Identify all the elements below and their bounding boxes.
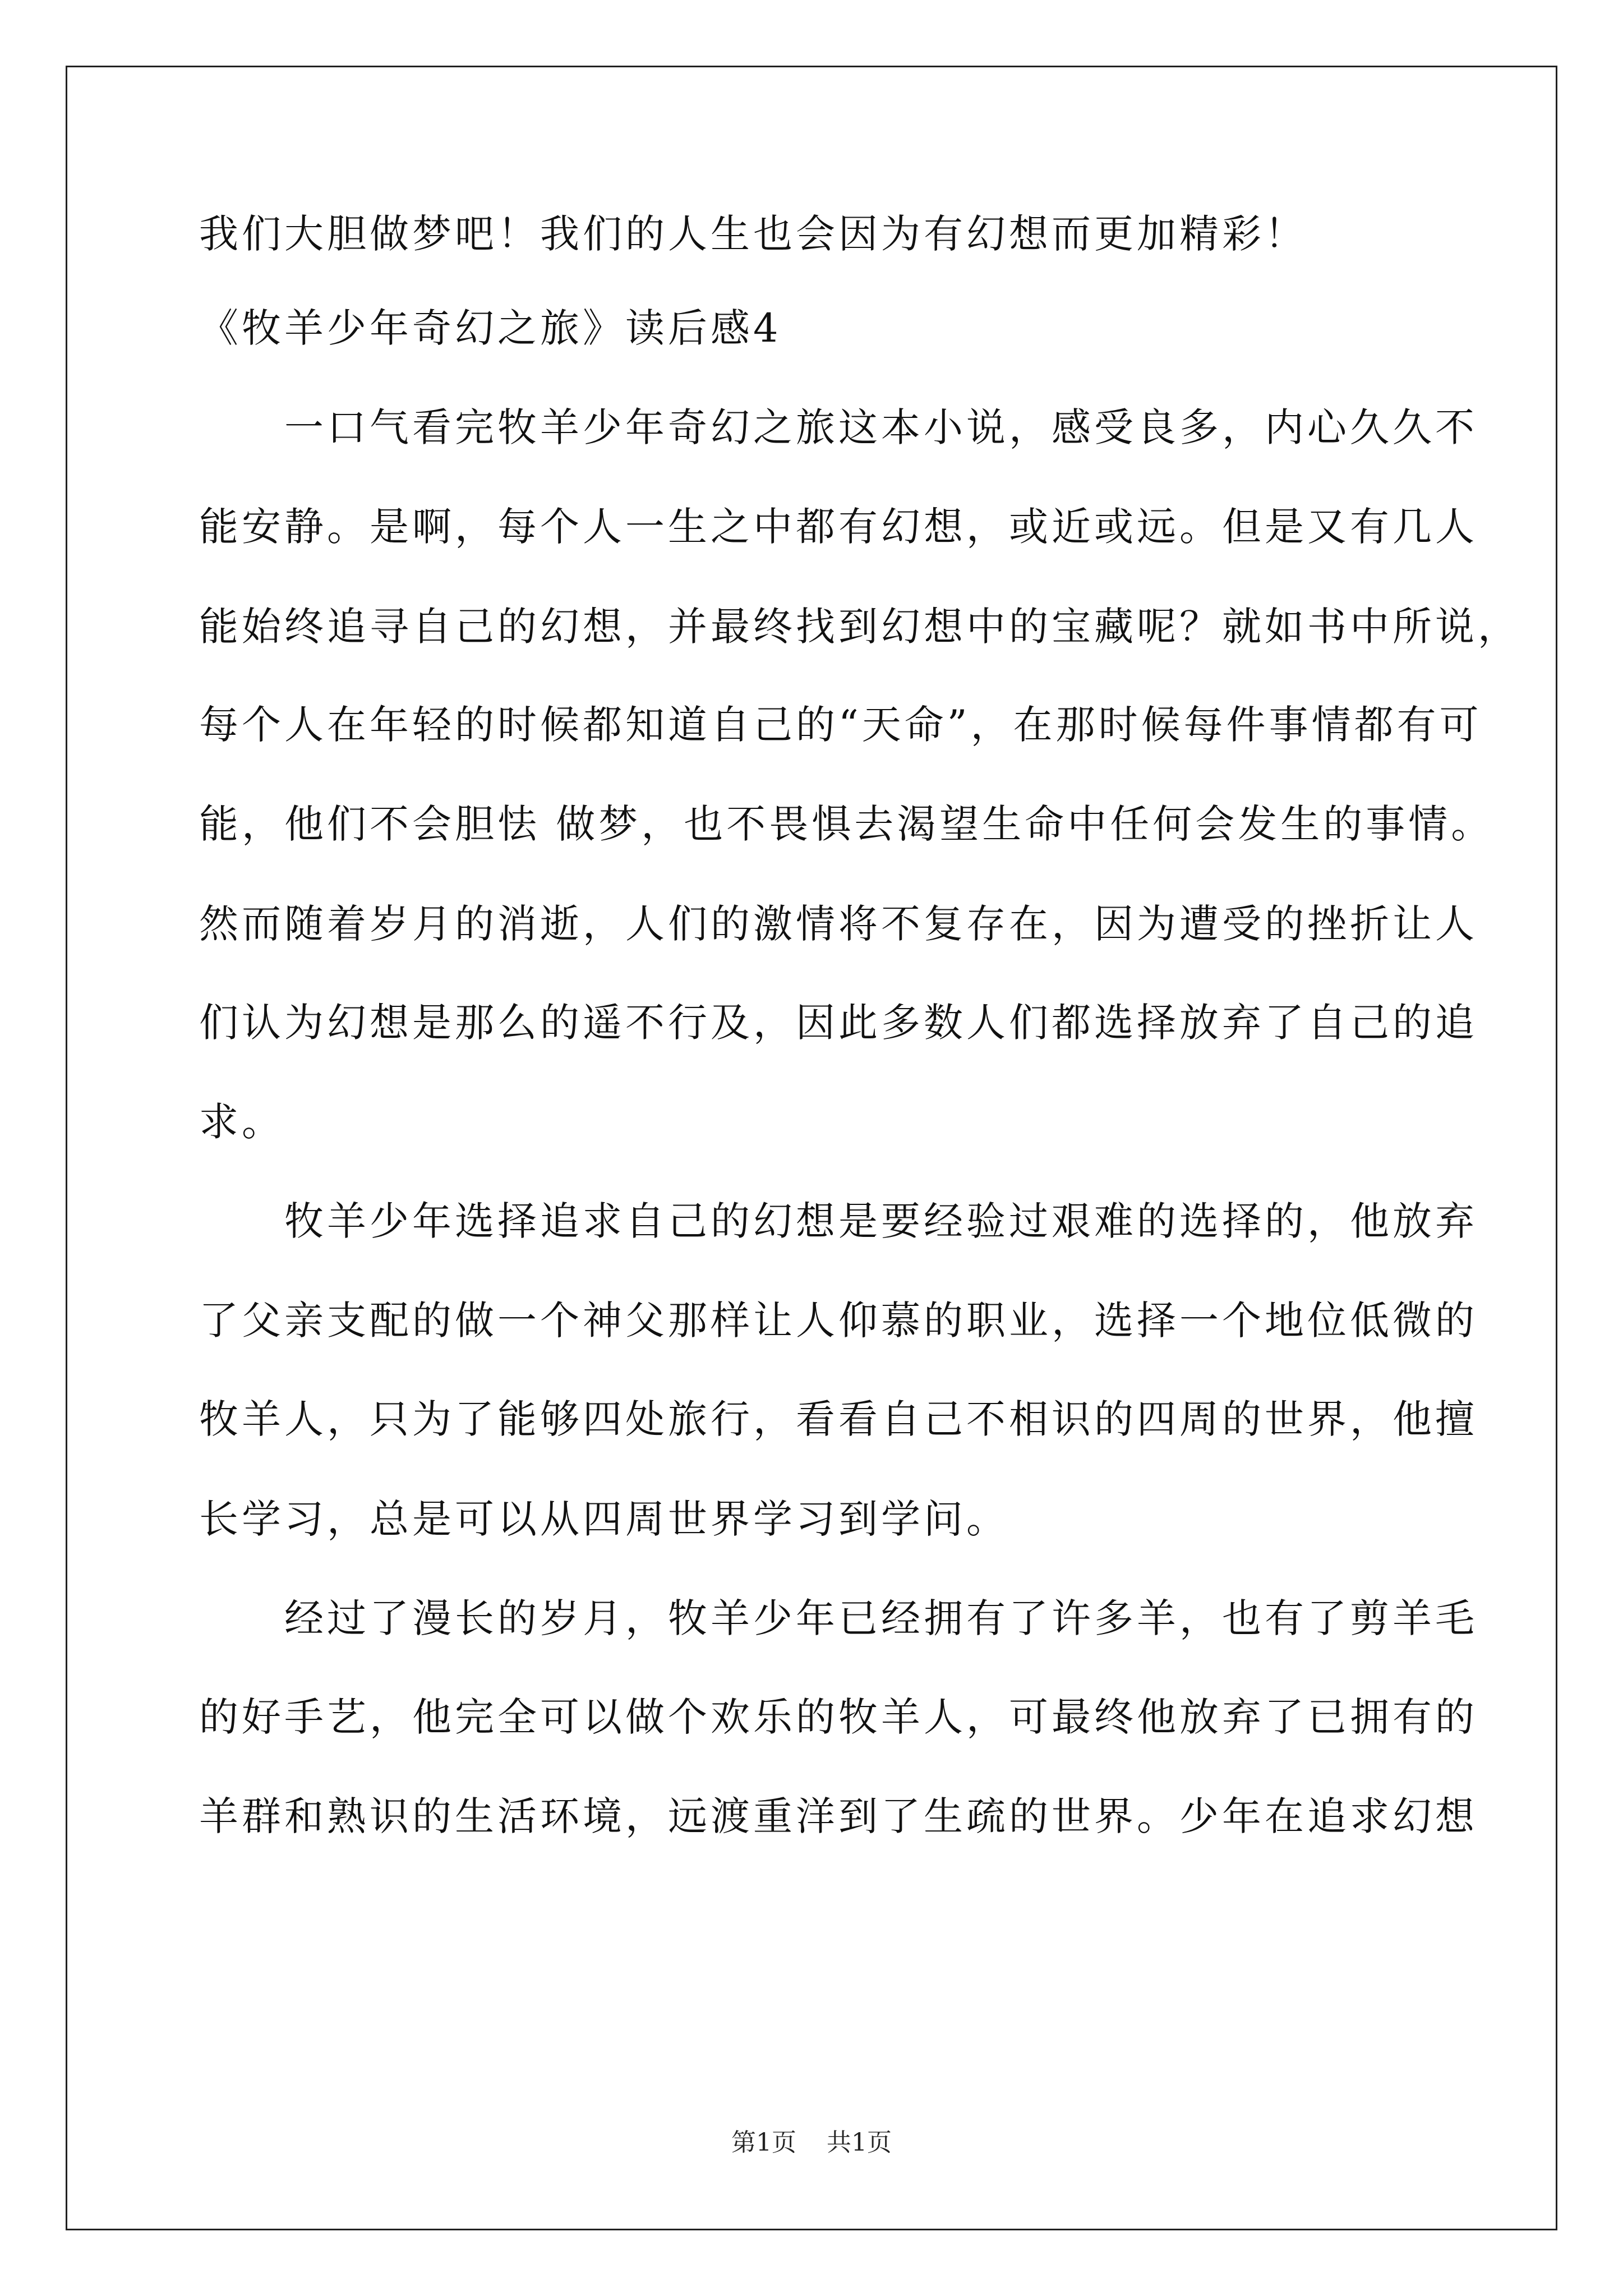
text-line: 能安静。是啊，每个人一生之中都有幻想，或近或远。但是又有几人: [199, 504, 1478, 550]
section-heading: 《牧羊少年奇幻之旅》读后感4: [199, 305, 782, 351]
text-line: 了父亲支配的做一个神父那样让人仰慕的职业，选择一个地位低微的: [199, 1297, 1478, 1343]
text-line: 牧羊少年选择追求自己的幻想是要经验过艰难的选择的，他放弃: [199, 1198, 1478, 1244]
page-number-total: 共1页: [827, 2128, 892, 2157]
text-line: 长学习，总是可以从四周世界学习到学问。: [199, 1496, 1009, 1542]
text-line: 每个人在年轻的时候都知道自己的“天命”，在那时候每件事情都有可: [199, 702, 1482, 748]
text-line: 牧羊人，只为了能够四处旅行，看看自己不相识的四周的世界，他擅: [199, 1396, 1478, 1442]
text-line: 一口气看完牧羊少年奇幻之旅这本小说，感受良多，内心久久不: [199, 404, 1478, 450]
text-line: 我们大胆做梦吧！我们的人生也会因为有幻想而更加精彩！: [199, 211, 1307, 257]
text-line: 然而随着岁月的消逝，人们的激情将不复存在，因为遭受的挫折让人: [199, 901, 1478, 947]
text-line: 求。: [199, 1099, 284, 1145]
text-line: 羊群和熟识的生活环境，远渡重洋到了生疏的世界。少年在追求幻想: [199, 1793, 1478, 1839]
text-line: 能始终追寻自己的幻想，并最终找到幻想中的宝藏呢？就如书中所说，: [199, 604, 1520, 650]
text-line: 们认为幻想是那么的遥不行及，因此多数人们都选择放弃了自己的追: [199, 1000, 1478, 1046]
page-border: [66, 66, 1557, 2230]
page-number-current: 第1页: [731, 2128, 796, 2157]
text-line: 经过了漫长的岁月，牧羊少年已经拥有了许多羊，也有了剪羊毛: [199, 1595, 1478, 1641]
text-line: 能，他们不会胆怯 做梦，也不畏惧去渴望生命中任何会发生的事情。: [199, 801, 1494, 847]
page-footer: [0, 2126, 1623, 2160]
text-line: 的好手艺，他完全可以做个欢乐的牧羊人，可最终他放弃了已拥有的: [199, 1694, 1478, 1740]
